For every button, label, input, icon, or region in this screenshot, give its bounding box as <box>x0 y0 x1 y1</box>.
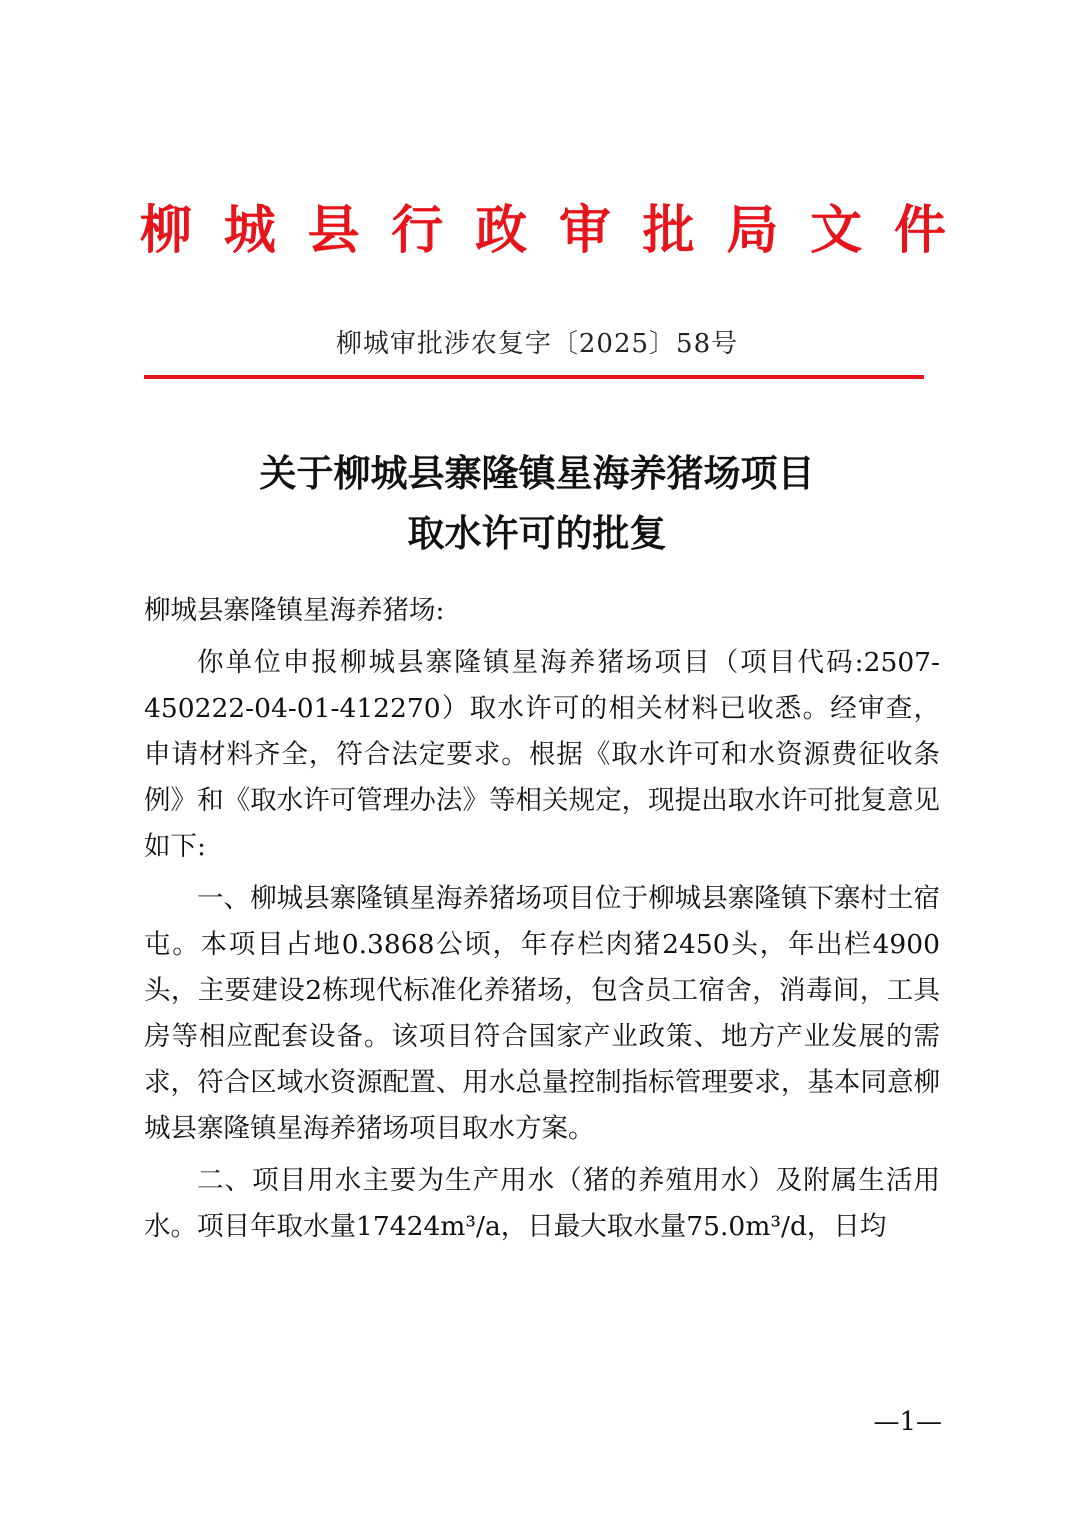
header-char: 行 <box>391 201 444 261</box>
header-char: 城 <box>223 201 276 261</box>
document-number: 柳城审批涉农复字〔2025〕58号 <box>335 329 739 359</box>
page-number: —1— <box>873 1407 942 1437</box>
document-body <box>144 588 940 1250</box>
body-paragraph-2: 一、柳城县寨隆镇星海养猪场项目位于柳城县寨隆镇下寨村土宿屯。本项目占地0.3868公顷，年存栏肉猪2450头，年出栏4900头，主要建设2栋现代标准化养猪场，包含员工宿舍，消毒间，工具房等相应配套设备。该项目符合国家产业政策、地方产业发展的需求，符合区域水资源配置、用水总量控制指标管理要求，基本同意柳城县寨隆镇星海养猪场项目取水方案。 <box>144 883 940 1144</box>
subject-line-1: 关于柳城县寨隆镇星海养猪场项目 <box>259 452 815 495</box>
header-char: 局 <box>726 201 779 261</box>
body-paragraph-3: 二、项目用水主要为生产用水（猪的养殖用水）及附属生活用水。项目年取水量17424m³/a，日最大取水量75.0m³/d，日均 <box>144 1165 940 1242</box>
salutation: 柳城县寨隆镇星海养猪场: <box>144 595 445 626</box>
header-char: 审 <box>558 201 611 261</box>
subject-line-2: 取水许可的批复 <box>407 512 667 555</box>
body-paragraph-1: 你单位申报柳城县寨隆镇星海养猪场项目（项目代码:2507-450222-04-01-412270）取水许可的相关材料已收悉。经审查，申请材料齐全，符合法定要求。根据《取水许可和水资源费征收条例》和《取水许可管理办法》等相关规定，现提出取水许可批复意见如下: <box>144 647 940 862</box>
header-char: 批 <box>642 201 695 261</box>
header-char: 柳 <box>140 201 193 261</box>
header-char: 政 <box>475 201 528 261</box>
document-subject <box>0 444 1074 564</box>
header-char: 文 <box>810 201 863 261</box>
issuer-header-title <box>140 196 946 266</box>
header-char: 县 <box>307 201 360 261</box>
red-divider-line <box>144 375 924 379</box>
header-char: 件 <box>893 201 946 261</box>
